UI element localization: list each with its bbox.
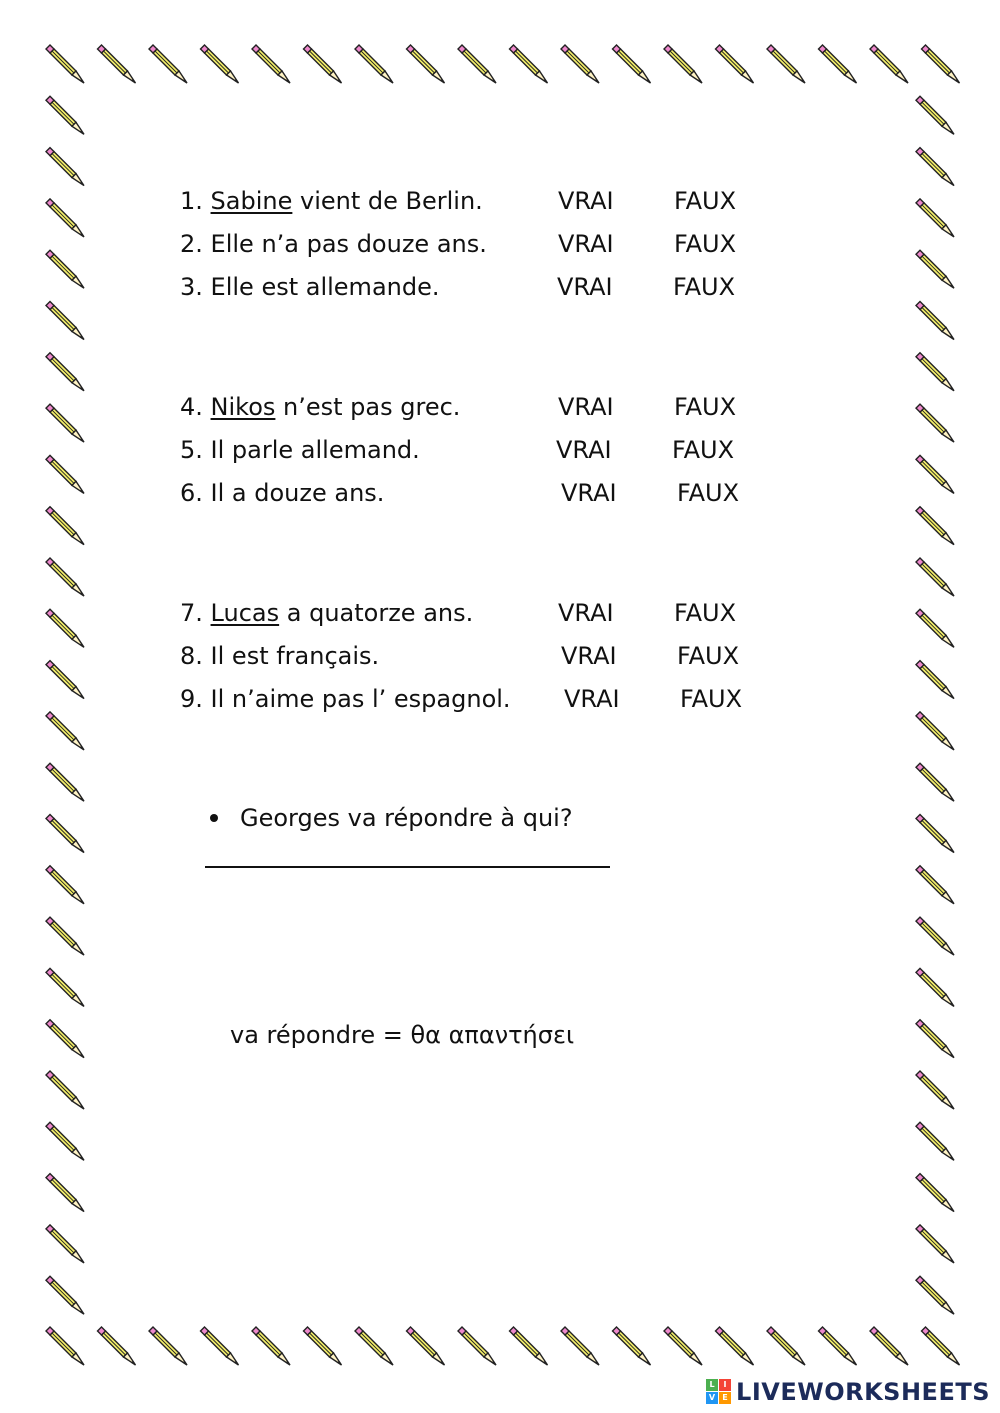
question-number: 3.: [180, 273, 203, 301]
question-number: 4.: [180, 393, 203, 421]
question-row: [180, 435, 735, 465]
question-subject-name: Nikos: [210, 393, 276, 421]
question-text: Elle est allemande.: [210, 273, 440, 301]
question-number: 1.: [180, 187, 203, 215]
question-text: Il n’aime pas l’ espagnol.: [210, 685, 511, 713]
vrai-option[interactable]: VRAI: [561, 479, 617, 507]
vrai-option[interactable]: VRAI: [564, 685, 620, 713]
faux-option[interactable]: FAUX: [672, 436, 735, 464]
vrai-option[interactable]: VRAI: [557, 273, 613, 301]
question-number: 9.: [180, 685, 203, 713]
vrai-option[interactable]: VRAI: [556, 436, 612, 464]
answer-blank-line[interactable]: [205, 866, 610, 868]
bonus-question: [210, 802, 573, 834]
question-subject-name: Lucas: [210, 599, 280, 627]
question-row: [180, 478, 740, 508]
liveworksheets-brand: [706, 1375, 990, 1409]
vrai-option[interactable]: VRAI: [561, 642, 617, 670]
question-row: [180, 598, 737, 628]
question-row: [180, 684, 743, 714]
liveworksheets-logo-icon: L I V E: [706, 1379, 732, 1405]
faux-option[interactable]: FAUX: [673, 273, 736, 301]
question-text: Il est français.: [210, 642, 380, 670]
question-text: Elle n’a pas douze ans.: [210, 230, 487, 258]
question-number: 5.: [180, 436, 203, 464]
question-row: [180, 229, 737, 259]
faux-option[interactable]: FAUX: [680, 685, 743, 713]
question-number: 6.: [180, 479, 203, 507]
question-number: 8.: [180, 642, 203, 670]
question-text: Il parle allemand.: [210, 436, 420, 464]
brand-name: LIVEWORKSHEETS: [736, 1378, 990, 1406]
question-text: vient de Berlin.: [292, 187, 483, 215]
faux-option[interactable]: FAUX: [674, 393, 737, 421]
question-row: [180, 186, 737, 216]
bonus-question-text: Georges va répondre à qui?: [240, 804, 573, 832]
question-text: Il a douze ans.: [210, 479, 385, 507]
faux-option[interactable]: FAUX: [677, 479, 740, 507]
translation-note: va répondre = θα απαντήσει: [230, 1021, 575, 1049]
question-text: a quatorze ans.: [279, 599, 474, 627]
vrai-option[interactable]: VRAI: [558, 230, 614, 258]
question-subject-name: Sabine: [210, 187, 293, 215]
question-number: 7.: [180, 599, 203, 627]
vrai-option[interactable]: VRAI: [558, 187, 614, 215]
question-row: [180, 392, 737, 422]
question-text: n’est pas grec.: [275, 393, 461, 421]
question-row: [180, 272, 736, 302]
vrai-option[interactable]: VRAI: [558, 599, 614, 627]
question-row: [180, 641, 740, 671]
faux-option[interactable]: FAUX: [674, 599, 737, 627]
bullet-icon: [210, 814, 218, 822]
vrai-option[interactable]: VRAI: [558, 393, 614, 421]
faux-option[interactable]: FAUX: [674, 187, 737, 215]
faux-option[interactable]: FAUX: [677, 642, 740, 670]
question-number: 2.: [180, 230, 203, 258]
faux-option[interactable]: FAUX: [674, 230, 737, 258]
